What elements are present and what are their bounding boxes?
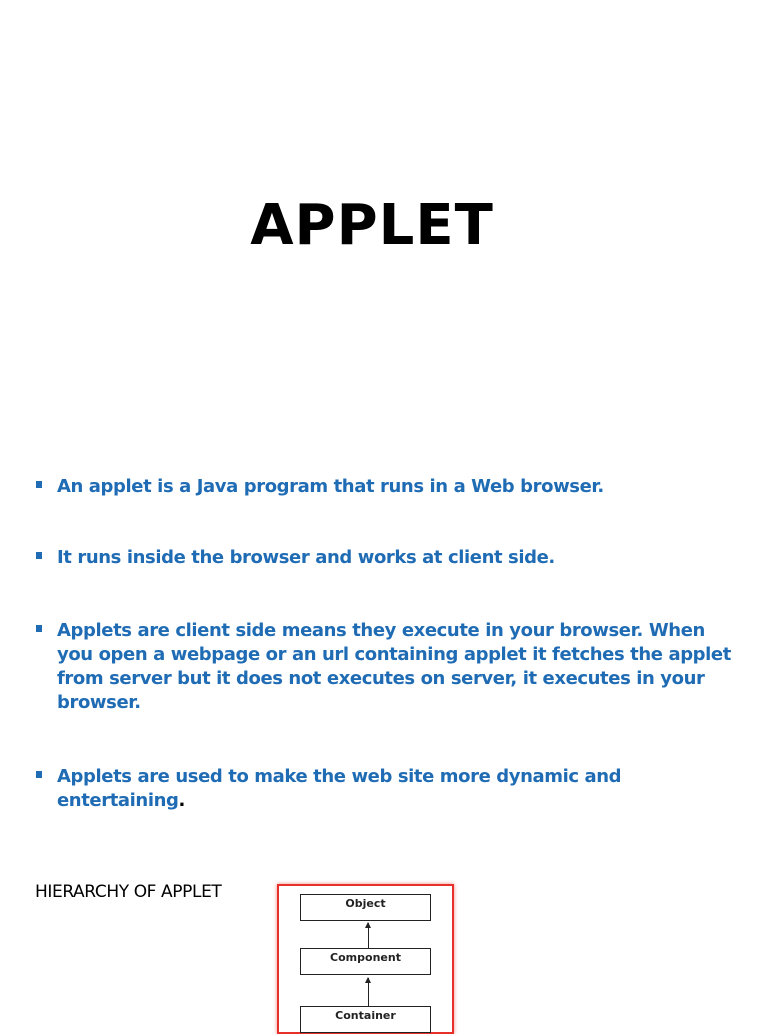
square-bullet-icon [36,619,57,643]
bullet-text: Applets are client side means they execute in your browser. When you open a webpage or an url containing applet it fetches the applet from server but it does not executes on server, it executes in your browser. [57,620,731,713]
square-bullet-icon [36,765,57,789]
hierarchy-node-container: Container [300,1006,431,1033]
square-bullet-icon [36,475,57,499]
bullet-text [57,765,736,813]
hierarchy-diagram [277,884,454,1034]
bullet-text-main: Applets are used to make the web site more dynamic and entertaining [57,766,622,811]
slide-title: APPLET [250,193,494,258]
hierarchy-label: HIERARCHY OF APPLET [35,882,222,902]
bullet-item [36,546,736,570]
bullet-text: An applet is a Java program that runs in a Web browser. [57,476,604,497]
square-bullet-icon [36,546,57,570]
bullet-item [36,619,736,715]
bullet-text-period: . [178,790,185,811]
bullet-item [36,475,736,499]
bullet-item [36,765,736,813]
bullet-text: It runs inside the browser and works at client side. [57,547,555,568]
up-arrow-icon [368,978,369,1006]
hierarchy-node-component: Component [300,948,431,975]
up-arrow-icon [368,923,369,948]
hierarchy-node-object: Object [300,894,431,921]
